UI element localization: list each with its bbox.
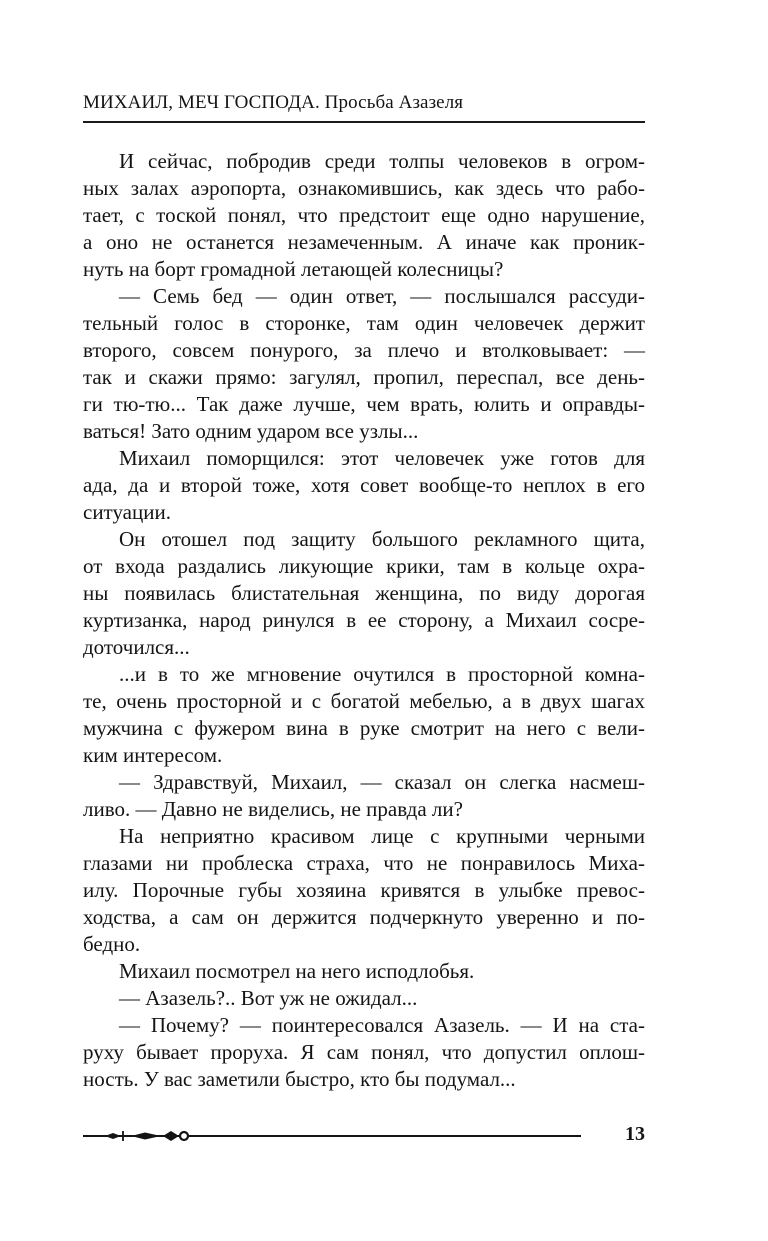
text-line: ны появилась блистательная женщина, по виду дорогая bbox=[83, 581, 645, 605]
text-line: ситуации. bbox=[83, 500, 171, 524]
text-line: ных залах аэропорта, ознакомившись, как здесь что рабо- bbox=[83, 176, 645, 200]
text-line: ги тю-тю... Так даже лучше, чем врать, юлить и оправды- bbox=[83, 392, 645, 416]
text-line: куртизанка, народ ринулся в ее сторону, а Михаил сосре- bbox=[83, 608, 645, 632]
text-line: нуть на борт громадной летающей колесницы? bbox=[83, 257, 504, 281]
text-line: Михаил поморщился: этот человечек уже готов для bbox=[119, 446, 645, 470]
text-line: На неприятно красивом лице с крупными черными bbox=[119, 824, 645, 848]
text-line: от входа раздались ликующие крики, там в кольце охра- bbox=[83, 554, 645, 578]
text-line: ...и в то же мгновение очутился в просторной комна- bbox=[119, 662, 645, 686]
text-line: — Почему? — поинтересовался Азазель. — И на ста- bbox=[119, 1013, 645, 1037]
page-body-text bbox=[83, 148, 645, 1093]
text-line: ада, да и второй тоже, хотя совет вообще-то неплох в его bbox=[83, 473, 645, 497]
text-line: тает, с тоской понял, что предстоит еще одно нарушение, bbox=[83, 203, 645, 227]
text-line: так и скажи прямо: загулял, пропил, переспал, все день- bbox=[83, 365, 645, 389]
text-line: а оно не останется незамеченным. А иначе как проник- bbox=[83, 230, 645, 254]
text-line: Михаил посмотрел на него исподлобья. bbox=[119, 959, 475, 983]
header-rule bbox=[83, 121, 645, 123]
page-number: 13 bbox=[625, 1123, 645, 1145]
text-line: тельный голос в сторонке, там один человечек держит bbox=[83, 311, 645, 335]
text-line: мужчина с фужером вина в руке смотрит на него с вели- bbox=[83, 716, 645, 740]
text-line: ваться! Зато одним ударом все узлы... bbox=[83, 419, 419, 443]
text-line: — Здравствуй, Михаил, — сказал он слегка насмеш- bbox=[119, 770, 645, 794]
text-line: — Азазель?.. Вот уж не ожидал... bbox=[119, 986, 418, 1010]
text-line: — Семь бед — один ответ, — послышался рассуди- bbox=[119, 284, 645, 308]
text-line: второго, совсем понурого, за плечо и втолковывает: — bbox=[83, 338, 645, 362]
text-line: ким интересом. bbox=[83, 743, 223, 767]
text-line: И сейчас, побродив среди толпы человеков в огром- bbox=[119, 149, 645, 173]
running-head-title: МИХАИЛ, МЕЧ ГОСПОДА. Просьба Азазеля bbox=[83, 92, 464, 113]
text-line: бедно. bbox=[83, 932, 141, 956]
text-line: ливо. — Давно не виделись, не правда ли? bbox=[83, 797, 463, 821]
text-line: ность. У вас заметили быстро, кто бы подумал... bbox=[83, 1067, 516, 1091]
text-line: глазами ни проблеска страха, что не понравилось Миха- bbox=[83, 851, 645, 875]
text-line: руху бывает проруха. Я сам понял, что допустил оплош- bbox=[83, 1040, 645, 1064]
footer-ornament-icon bbox=[83, 1126, 583, 1146]
text-line: илу. Порочные губы хозяина кривятся в улыбке превос- bbox=[83, 878, 645, 902]
text-line: ходства, а сам он держится подчеркнуто уверенно и по- bbox=[83, 905, 645, 929]
text-line: Он отошел под защиту большого рекламного щита, bbox=[119, 527, 645, 551]
text-line: те, очень просторной и с богатой мебелью, а в двух шагах bbox=[83, 689, 645, 713]
text-line: доточился... bbox=[83, 635, 190, 659]
